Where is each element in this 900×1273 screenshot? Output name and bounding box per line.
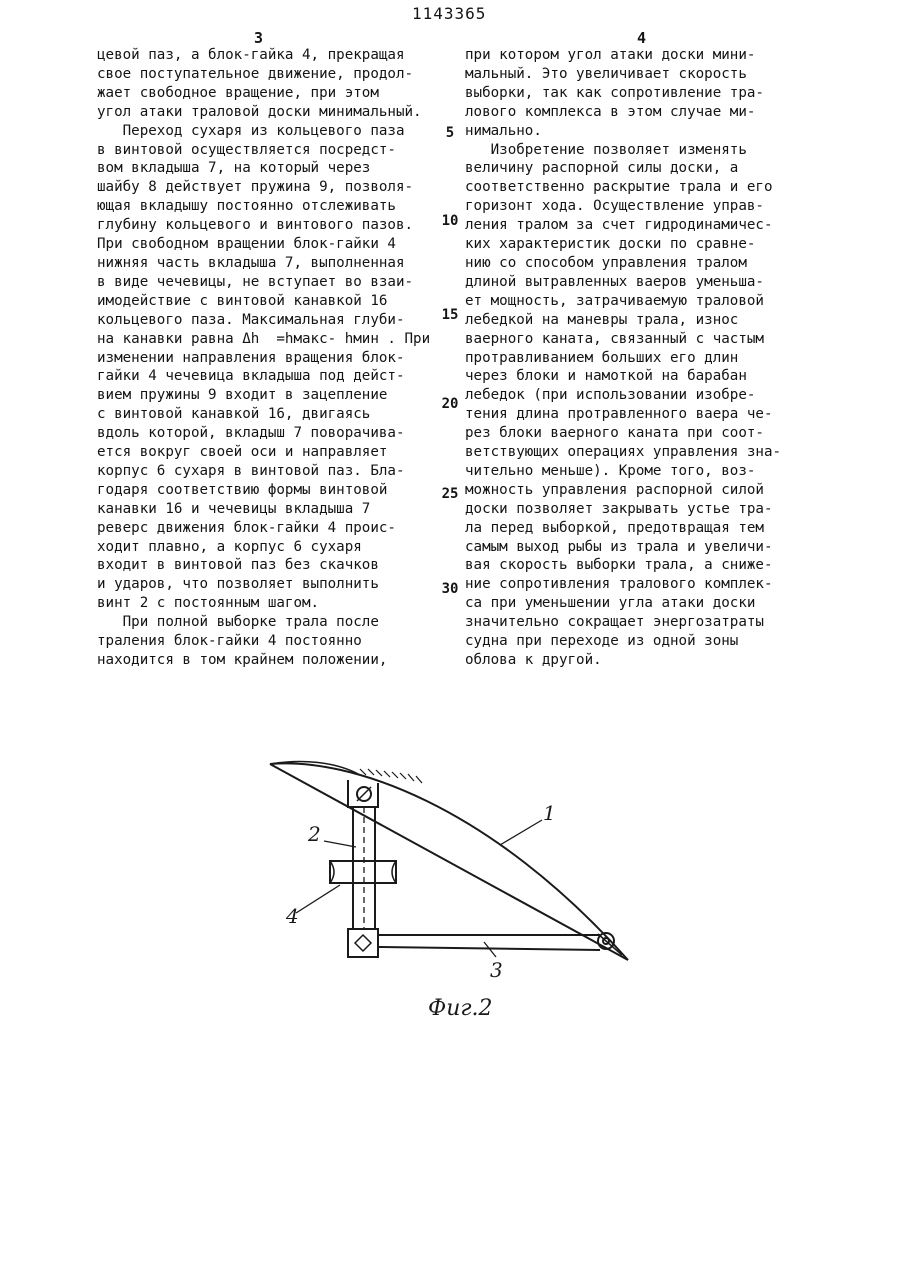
text-line: нию со способом управления тралом <box>465 254 747 271</box>
text-line: ется вокруг своей оси и направляет <box>97 444 388 461</box>
text-line: ет мощность, затрачиваемую траловой <box>465 292 764 309</box>
page-number-left: 3 <box>254 29 264 47</box>
figure-label-4: 4 <box>286 904 299 928</box>
text-line: кольцевого паза. Максимальная глуби- <box>97 311 405 328</box>
text-line: вом вкладыша 7, на который через <box>97 160 371 177</box>
text-line: соответственно раскрытие трала и его <box>465 179 773 196</box>
text-line: лового комплекса в этом случае ми- <box>465 103 756 120</box>
text-line: вдоль которой, вкладыш 7 поворачива- <box>97 425 405 442</box>
text-line: Переход сухаря из кольцевого паза <box>97 122 405 139</box>
text-line: свое поступательное движение, продол- <box>97 65 414 82</box>
text-line: ние сопротивления тралового комплек- <box>465 576 773 593</box>
text-line: цевой паз, а блок-гайка 4, прекращая <box>97 47 405 63</box>
line-number: 25 <box>441 486 459 502</box>
text-line: чительно меньше). Кроме того, воз- <box>465 462 756 479</box>
text-line: При полной выборке трала после <box>97 614 379 631</box>
figure-caption: Фиг.2 <box>428 996 493 1021</box>
text-line: ходит плавно, а корпус 6 сухаря <box>97 538 362 555</box>
text-line: ления тралом за счет гидродинамичес- <box>465 217 773 234</box>
text-line: самым выход рыбы из трала и увеличи- <box>465 538 773 555</box>
line-number: 10 <box>441 213 459 229</box>
text-line: жает свободное вращение, при этом <box>97 84 379 101</box>
right-text-column <box>465 46 810 670</box>
text-line: При свободном вращении блок-гайки 4 <box>97 236 396 253</box>
text-line: ющая вкладышу постоянно отслеживать <box>97 198 396 215</box>
text-line: угол атаки траловой доски минимальный. <box>97 103 422 120</box>
text-line: входит в винтовой паз без скачков <box>97 557 379 574</box>
upper-bracket <box>348 780 378 807</box>
text-line: корпус 6 сухаря в винтовой паз. Бла- <box>97 462 405 479</box>
text-line: значительно сокращает энергозатраты <box>465 614 764 631</box>
text-line: нижняя часть вкладыша 7, выполненная <box>97 254 405 271</box>
text-line: находится в том крайнем положении, <box>97 652 388 668</box>
text-line: са при уменьшении угла атаки доски <box>465 595 756 612</box>
text-line: ветствующих операциях управления зна- <box>465 444 782 461</box>
line-number: 5 <box>445 125 455 141</box>
trawl-door-chord <box>270 764 628 960</box>
text-line: в виде чечевицы, не вступает во взаи- <box>97 273 414 290</box>
text-line: мальный. Это увеличивает скорость <box>465 65 747 82</box>
text-line: винт 2 с постоянным шагом. <box>97 595 320 612</box>
text-line: вием пружины 9 входит в зацепление <box>97 387 388 404</box>
text-line: доски позволяет закрывать устье тра- <box>465 500 773 517</box>
lower-block <box>348 929 378 957</box>
text-line: облова к другой. <box>465 652 602 668</box>
door-hatching <box>360 769 422 783</box>
text-line: лебедкой на маневры трала, износ <box>465 311 739 328</box>
page-number-right: 4 <box>637 29 647 47</box>
leader-1 <box>500 820 542 845</box>
text-line: годаря соответствию формы винтовой <box>97 481 388 498</box>
text-line: канавки 16 и чечевицы вкладыша 7 <box>97 500 371 517</box>
figure-label-3: 3 <box>490 958 503 982</box>
text-line: вая скорость выборки трала, а сниже- <box>465 557 773 574</box>
text-line: ких характеристик доски по сравне- <box>465 236 756 253</box>
text-line: в винтовой осуществляется посредст- <box>97 141 396 158</box>
line-number: 20 <box>441 396 459 412</box>
text-line: имодействие с винтовой канавкой 16 <box>97 292 388 309</box>
text-line: и ударов, что позволяет выполнить <box>97 576 379 593</box>
leader-4 <box>296 885 340 913</box>
figure-label-2: 2 <box>308 822 321 846</box>
text-line: рез блоки ваерного каната при соот- <box>465 425 764 442</box>
text-line: можность управления распорной силой <box>465 481 764 498</box>
text-line: изменении направления вращения блок- <box>97 349 405 366</box>
text-line: гайки 4 чечевица вкладыша под дейст- <box>97 368 405 385</box>
figure-2-drawing <box>260 745 640 1035</box>
text-line: реверс движения блок-гайки 4 проис- <box>97 519 396 536</box>
figure-label-1: 1 <box>543 801 556 825</box>
text-line: ла перед выборкой, предотвращая тем <box>465 519 764 536</box>
line-number: 30 <box>441 581 459 597</box>
text-line: длиной вытравленных ваеров уменьша- <box>465 273 764 290</box>
text-line: с винтовой канавкой 16, двигаясь <box>97 406 371 423</box>
line-number: 15 <box>441 307 459 323</box>
text-line: горизонт хода. Осуществление управ- <box>465 198 764 215</box>
text-line: выборки, так как сопротивление тра- <box>465 84 764 101</box>
text-line: протравливанием больших его длин <box>465 349 739 366</box>
text-line: при котором угол атаки доски мини- <box>465 47 756 63</box>
text-line: тения длина протравленного ваера че- <box>465 406 773 423</box>
text-line: ваерного каната, связанный с частым <box>465 330 764 347</box>
text-line: лебедок (при использовании изобре- <box>465 387 756 404</box>
text-line: через блоки и намоткой на барабан <box>465 368 747 385</box>
text-line: на канавки равна Δh =hмакс- hмин . При <box>97 330 431 347</box>
block-nut <box>330 861 396 883</box>
text-line: судна при переходе из одной зоны <box>465 633 739 650</box>
left-text-column <box>97 46 442 670</box>
text-line: траления блок-гайки 4 постоянно <box>97 633 362 650</box>
text-line: величину распорной силы доски, а <box>465 160 739 177</box>
text-line: нимально. <box>465 122 542 139</box>
text-line: глубину кольцевого и винтового пазов. <box>97 217 414 234</box>
text-line: шайбу 8 действует пружина 9, позволя- <box>97 179 414 196</box>
text-line: Изобретение позволяет изменять <box>465 141 747 158</box>
patent-number: 1143365 <box>412 4 487 23</box>
leader-2 <box>324 841 356 847</box>
